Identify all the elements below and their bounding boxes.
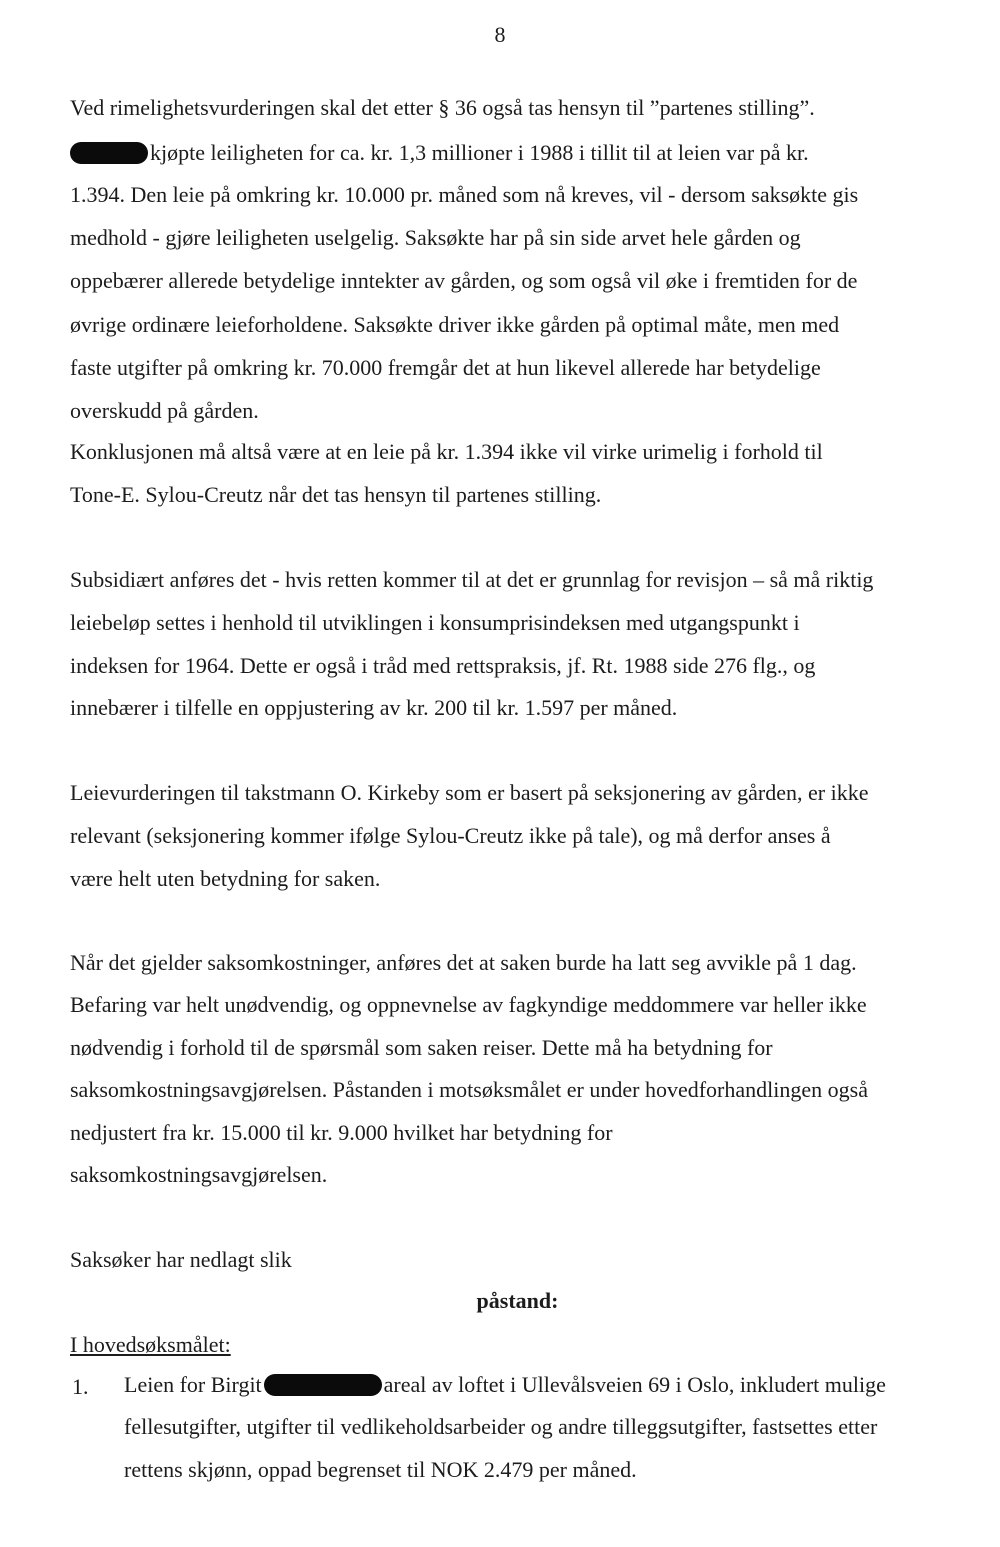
text-line: øvrige ordinære leieforholdene. Saksøkte driver ikke gården på optimal måte, men med — [70, 312, 840, 337]
redaction-mark — [70, 142, 148, 164]
text-line: Ved rimelighetsvurderingen skal det etter § 36 også tas hensyn til ”partenes stilling”. — [70, 95, 815, 120]
text-line: nødvendig i forhold til de spørsmål som saken reiser. Dette må ha betydning for — [70, 1035, 773, 1060]
section-subheading: I hovedsøksmålet: — [70, 1332, 231, 1357]
text-line: innebærer i tilfelle en oppjustering av kr. 200 til kr. 1.597 per måned. — [70, 695, 678, 720]
claim-heading: påstand: — [476, 1288, 559, 1313]
text-line: leiebeløp settes i henhold til utviklingen i konsumprisindeksen med utgangspunkt i — [70, 610, 800, 635]
text-line: oppebærer allerede betydelige inntekter av gården, og som også vil øke i fremtiden for de — [70, 268, 858, 293]
text-line: faste utgifter på omkring kr. 70.000 fremgår det at hun likevel allerede har betydelige — [70, 355, 821, 380]
text-line: Befaring var helt unødvendig, og oppnevnelse av fagkyndige meddommere var heller ikke — [70, 992, 867, 1017]
text-line — [70, 138, 960, 168]
text-span: areal av loftet i Ullevålsveien 69 i Oslo, inkludert mulige — [383, 1372, 886, 1397]
text-line: Konklusjonen må altså være at en leie på kr. 1.394 ikke vil virke urimelig i forhold til — [70, 439, 823, 464]
text-line: nedjustert fra kr. 15.000 til kr. 9.000 hvilket har betydning for — [70, 1120, 613, 1145]
text-line: Leievurderingen til takstmann O. Kirkeby som er basert på seksjonering av gården, er ikke — [70, 780, 869, 805]
page-number: 8 — [494, 22, 506, 47]
text-line: være helt uten betydning for saken. — [70, 866, 381, 891]
text-line: Tone-E. Sylou-Creutz når det tas hensyn til partenes stilling. — [70, 482, 602, 507]
list-item-line — [124, 1370, 964, 1400]
list-item-number: 1. — [72, 1374, 89, 1399]
text-span: Leien for Birgit — [124, 1372, 262, 1397]
text-line: 1.394. Den leie på omkring kr. 10.000 pr. måned som nå kreves, vil - dersom saksøkte gis — [70, 182, 859, 207]
text-line: relevant (seksjonering kommer ifølge Sylou-Creutz ikke på tale), og må derfor anses å — [70, 823, 831, 848]
text-line: Saksøker har nedlagt slik — [70, 1247, 292, 1272]
text-line: indeksen for 1964. Dette er også i tråd med rettspraksis, jf. Rt. 1988 side 276 flg., og — [70, 653, 816, 678]
text-line: overskudd på gården. — [70, 398, 259, 423]
list-item-line: rettens skjønn, oppad begrenset til NOK 2.479 per måned. — [124, 1457, 637, 1482]
text-line: saksomkostningsavgjørelsen. — [70, 1162, 328, 1187]
list-item-line: fellesutgifter, utgifter til vedlikeholdsarbeider og andre tilleggsutgifter, fastsettes etter — [124, 1414, 878, 1439]
text-line: medhold - gjøre leiligheten uselgelig. Saksøkte har på sin side arvet hele gården og — [70, 225, 801, 250]
text-line: Når det gjelder saksomkostninger, anføres det at saken burde ha latt seg avvikle på 1 dag. — [70, 950, 857, 975]
text-span: kjøpte leiligheten for ca. kr. 1,3 millioner i 1988 i tillit til at leien var på kr. — [150, 140, 809, 165]
text-line: saksomkostningsavgjørelsen. Påstanden i motsøksmålet er under hovedforhandlingen også — [70, 1077, 868, 1102]
redaction-mark — [264, 1374, 382, 1396]
text-line: Subsidiært anføres det - hvis retten kommer til at det er grunnlag for revisjon – så må riktig — [70, 567, 874, 592]
